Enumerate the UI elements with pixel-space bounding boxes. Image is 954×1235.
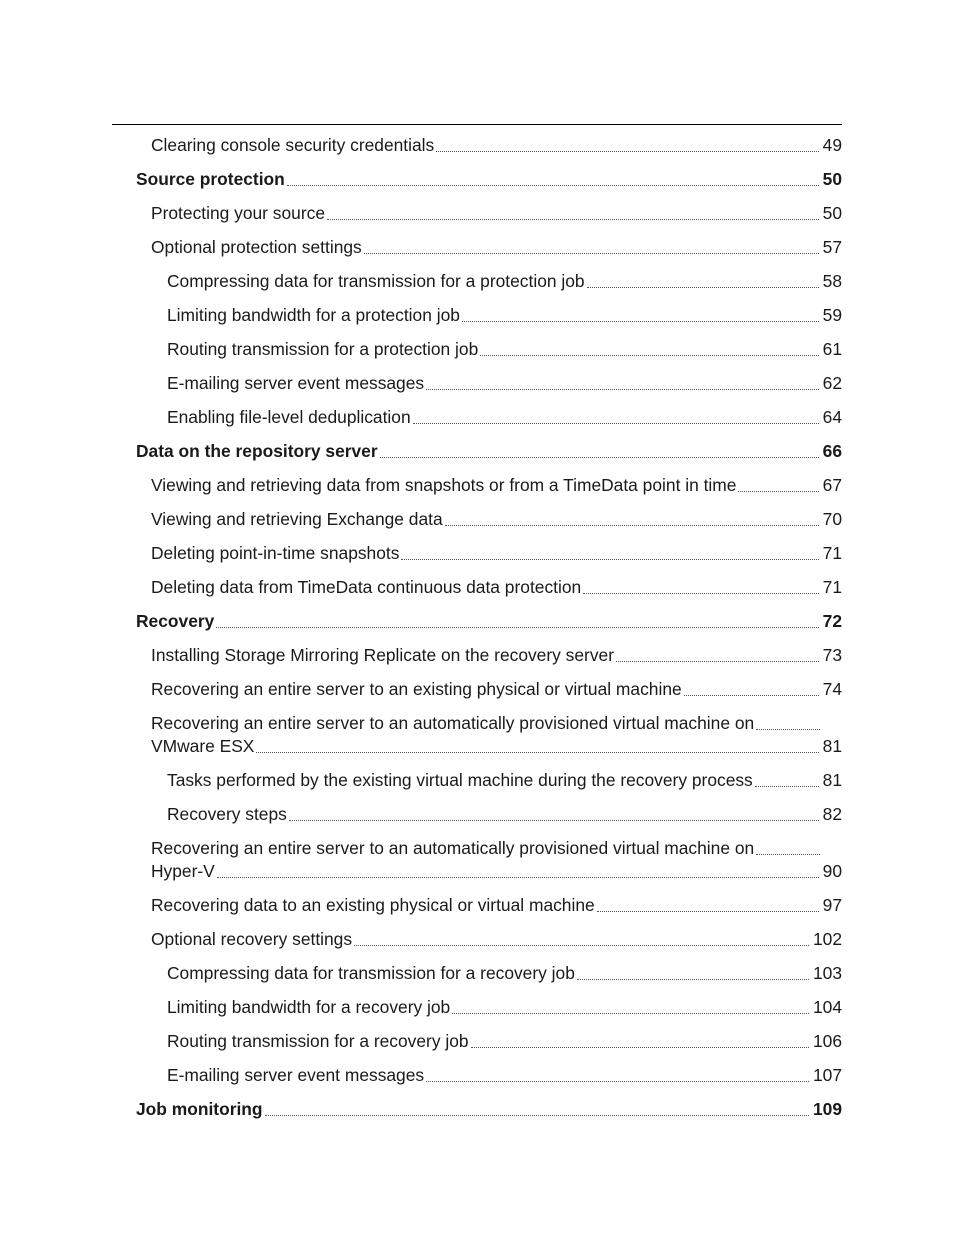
dot-leader: [471, 1047, 809, 1048]
toc-line: [136, 610, 842, 633]
toc-entry[interactable]: [0, 372, 954, 406]
toc-line: [167, 372, 842, 395]
toc-line: [167, 1030, 842, 1053]
toc-entry-title: Clearing console security credentials: [151, 135, 435, 155]
dot-leader: [380, 457, 819, 458]
dot-leader: [756, 729, 820, 730]
toc-line: [151, 928, 842, 951]
toc-entry-title: Enabling file-level deduplication: [167, 407, 411, 427]
toc-entry-page: 104: [812, 997, 842, 1017]
toc-entry-page: 106: [812, 1031, 842, 1051]
toc-entry-page: 71: [822, 543, 842, 563]
toc-entry-page: 57: [822, 237, 842, 257]
toc-entry-page: 82: [822, 804, 842, 824]
toc-entry-page: 59: [822, 305, 842, 325]
dot-leader: [401, 559, 818, 560]
toc-line: [151, 576, 842, 599]
toc-line: [151, 474, 842, 497]
dot-leader: [289, 820, 819, 821]
toc-entry-page: 49: [822, 135, 842, 155]
toc-entry-title: Limiting bandwidth for a protection job: [167, 305, 460, 325]
toc-entry-title: Installing Storage Mirroring Replicate on the recovery server: [151, 645, 614, 665]
toc-line: [151, 678, 842, 701]
toc-entry-title: Compressing data for transmission for a protection job: [167, 271, 585, 291]
toc-line: [151, 837, 842, 860]
toc-entry-title: Viewing and retrieving data from snapshots or from a TimeData point in time: [151, 475, 737, 495]
toc-entry[interactable]: [0, 474, 954, 508]
toc-entry-title: Limiting bandwidth for a recovery job: [167, 997, 451, 1017]
dot-leader: [217, 877, 819, 878]
toc-line: [167, 962, 842, 985]
toc-entry-title: Data on the repository server: [136, 441, 378, 461]
toc-entry-title: Recovery steps: [167, 804, 287, 824]
toc-entry[interactable]: [0, 928, 954, 962]
dot-leader: [265, 1115, 809, 1116]
toc-entry[interactable]: [0, 996, 954, 1030]
toc-entry[interactable]: [0, 236, 954, 270]
toc-entry-title: Recovering an entire server to an automatically provisioned virtual machine on: [151, 713, 755, 733]
toc-entry[interactable]: [0, 803, 954, 837]
toc-line: [167, 304, 842, 327]
toc-entry-page: 62: [822, 373, 842, 393]
dot-leader: [755, 786, 819, 787]
toc-line: [167, 996, 842, 1019]
toc-entry-title: Optional recovery settings: [151, 929, 353, 949]
toc-line: [151, 712, 842, 735]
toc-line: [151, 735, 842, 758]
toc-entry-page: 109: [812, 1099, 842, 1119]
toc-entry[interactable]: [0, 270, 954, 304]
toc-entry-title: Compressing data for transmission for a recovery job: [167, 963, 575, 983]
toc-entry-page: 67: [822, 475, 842, 495]
toc-entry-title: Viewing and retrieving Exchange data: [151, 509, 443, 529]
toc-entry-page: 58: [822, 271, 842, 291]
toc-entry-title: Optional protection settings: [151, 237, 362, 257]
toc-entry[interactable]: [0, 576, 954, 610]
toc-line: [167, 803, 842, 826]
dot-leader: [256, 752, 818, 753]
toc-entry-page: 71: [822, 577, 842, 597]
toc-line: [136, 168, 842, 191]
toc-line: [136, 1098, 842, 1121]
toc-entry[interactable]: [0, 202, 954, 236]
dot-leader: [413, 423, 819, 424]
dot-leader: [426, 1081, 809, 1082]
toc-entry-page: 107: [812, 1065, 842, 1085]
dot-leader: [597, 911, 819, 912]
toc-entry[interactable]: [0, 168, 954, 202]
toc-entry[interactable]: [0, 406, 954, 440]
toc-entry-page: 73: [822, 645, 842, 665]
toc-entry[interactable]: [0, 440, 954, 474]
dot-leader: [738, 491, 818, 492]
dot-leader: [354, 945, 809, 946]
toc-entry-title: Hyper-V: [151, 861, 215, 881]
toc-entry[interactable]: [0, 1098, 954, 1132]
toc-entry[interactable]: [0, 962, 954, 996]
toc-entry-page: 64: [822, 407, 842, 427]
toc-entry-title: Recovering an entire server to an automatically provisioned virtual machine on: [151, 838, 755, 858]
toc-entry-title: VMware ESX: [151, 736, 255, 756]
toc-entry-title: Routing transmission for a recovery job: [167, 1031, 469, 1051]
toc-entry-title: Recovering an entire server to an existing physical or virtual machine: [151, 679, 682, 699]
toc-entry-title: Job monitoring: [136, 1099, 263, 1119]
toc-entry-page: 97: [822, 895, 842, 915]
dot-leader: [216, 627, 818, 628]
toc-line: [167, 1064, 842, 1087]
toc-entry-title: Deleting data from TimeData continuous data protection: [151, 577, 582, 597]
toc-entry-page: 74: [822, 679, 842, 699]
dot-leader: [583, 593, 818, 594]
toc-entry-title: Recovery: [136, 611, 215, 631]
dot-leader: [445, 525, 819, 526]
dot-leader: [587, 287, 819, 288]
toc-entry[interactable]: [0, 508, 954, 542]
toc-entry[interactable]: [0, 542, 954, 576]
dot-leader: [756, 854, 820, 855]
toc-entry-title: Routing transmission for a protection job: [167, 339, 479, 359]
dot-leader: [327, 219, 819, 220]
toc-entry-title: Recovering data to an existing physical or virtual machine: [151, 895, 595, 915]
toc-entry-page: 66: [822, 441, 842, 461]
toc-line: [151, 644, 842, 667]
toc-entry[interactable]: [0, 1030, 954, 1064]
dot-leader: [577, 979, 809, 980]
toc-line: [167, 769, 842, 792]
toc-line: [151, 508, 842, 531]
toc-line: [167, 270, 842, 293]
dot-leader: [462, 321, 819, 322]
toc-entry[interactable]: [0, 678, 954, 712]
toc-entry-title: Tasks performed by the existing virtual machine during the recovery process: [167, 770, 753, 790]
toc-line: [167, 406, 842, 429]
toc-line: [167, 338, 842, 361]
toc-entry-page: 81: [822, 736, 842, 756]
toc-entry-page: 102: [812, 929, 842, 949]
dot-leader: [426, 389, 819, 390]
toc-entry-page: 61: [822, 339, 842, 359]
toc-entry-page: 70: [822, 509, 842, 529]
header-rule: [112, 124, 842, 125]
dot-leader: [480, 355, 818, 356]
toc-entry-title: E-mailing server event messages: [167, 373, 425, 393]
dot-leader: [616, 661, 819, 662]
toc-entry[interactable]: [0, 712, 954, 769]
table-of-contents: [0, 134, 954, 1132]
toc-line: [151, 202, 842, 225]
toc-entry-page: 50: [822, 203, 842, 223]
toc-entry[interactable]: [0, 644, 954, 678]
toc-entry[interactable]: [0, 134, 954, 168]
toc-entry-page: 72: [822, 611, 842, 631]
toc-line: [151, 542, 842, 565]
toc-entry-page: 90: [822, 861, 842, 881]
toc-entry[interactable]: [0, 894, 954, 928]
toc-entry-title: E-mailing server event messages: [167, 1065, 425, 1085]
toc-line: [151, 236, 842, 259]
dot-leader: [684, 695, 819, 696]
dot-leader: [287, 185, 819, 186]
toc-entry[interactable]: [0, 1064, 954, 1098]
dot-leader: [452, 1013, 809, 1014]
toc-line: [151, 860, 842, 883]
toc-entry-page: 81: [822, 770, 842, 790]
toc-entry[interactable]: [0, 769, 954, 803]
toc-entry[interactable]: [0, 338, 954, 372]
toc-entry[interactable]: [0, 837, 954, 894]
dot-leader: [364, 253, 819, 254]
toc-entry-title: Deleting point-in-time snapshots: [151, 543, 400, 563]
toc-entry-title: Source protection: [136, 169, 285, 189]
toc-line: [151, 134, 842, 157]
toc-line: [136, 440, 842, 463]
toc-entry-page: 50: [822, 169, 842, 189]
toc-line: [151, 894, 842, 917]
toc-entry-title: Protecting your source: [151, 203, 325, 223]
toc-entry-page: 103: [812, 963, 842, 983]
toc-entry[interactable]: [0, 610, 954, 644]
toc-entry[interactable]: [0, 304, 954, 338]
dot-leader: [436, 151, 818, 152]
